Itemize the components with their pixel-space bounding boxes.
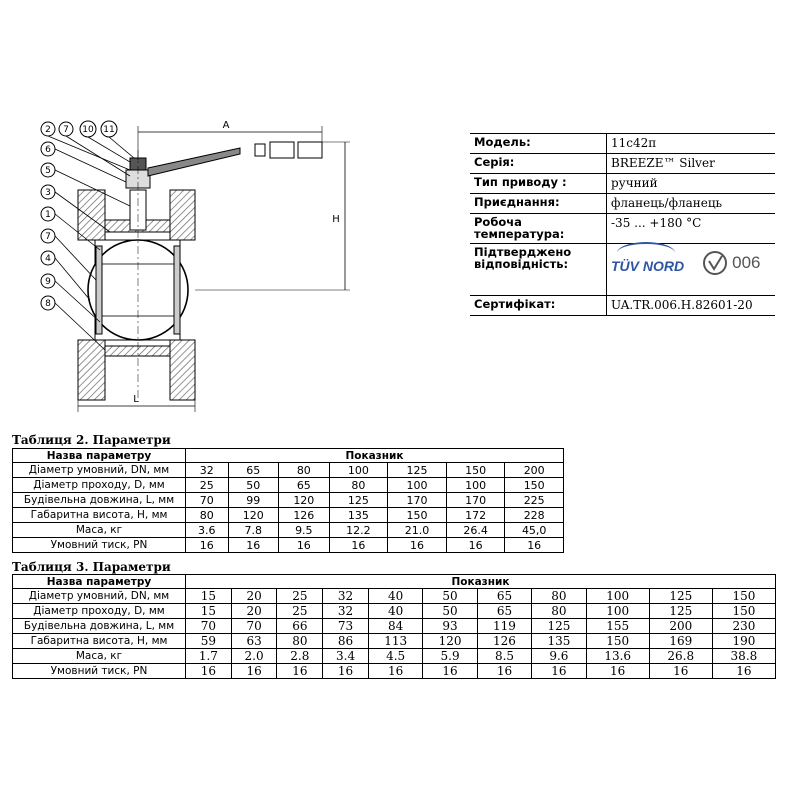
ua-mark-number: 006 <box>732 253 761 272</box>
param-value: 26.4 <box>446 523 505 538</box>
param-value: 155 <box>586 619 649 634</box>
param-value: 16 <box>649 664 712 679</box>
table-row <box>13 538 564 553</box>
param-value: 16 <box>231 664 277 679</box>
param-name: Будівельна довжина, L, мм <box>13 493 186 508</box>
param-value: 126 <box>477 634 531 649</box>
param-value: 32 <box>323 589 369 604</box>
param-name: Діаметр умовний, DN, мм <box>13 589 186 604</box>
param-value: 119 <box>477 619 531 634</box>
ua-mark-icon <box>702 250 728 276</box>
param-value: 8.5 <box>477 649 531 664</box>
callout-label: 6 <box>45 145 51 155</box>
param-value: 9.6 <box>532 649 586 664</box>
callout-label: 7 <box>63 125 69 135</box>
param-value: 9.5 <box>279 523 330 538</box>
param-name: Діаметр умовний, DN, мм <box>13 463 186 478</box>
param-value: 230 <box>712 619 775 634</box>
callout-label: 9 <box>45 277 51 287</box>
param-value: 65 <box>477 589 531 604</box>
spec-key: Тип приводу : <box>470 174 607 194</box>
param-value: 169 <box>649 634 712 649</box>
param-value: 86 <box>323 634 369 649</box>
param-value: 200 <box>649 619 712 634</box>
param-value: 65 <box>228 463 279 478</box>
tuv-nord-logo: TÜV NORD <box>611 252 684 274</box>
ua-conformity-mark <box>702 250 760 276</box>
dim-h-label: H <box>332 214 340 225</box>
param-value: 16 <box>586 664 649 679</box>
callout-label: 7 <box>45 232 51 242</box>
param-name: Маса, кг <box>13 523 186 538</box>
param-value: 125 <box>649 604 712 619</box>
param-value: 16 <box>277 664 323 679</box>
param-value: 16 <box>323 664 369 679</box>
spec-key: Модель: <box>470 134 607 154</box>
param-value: 45,0 <box>505 523 564 538</box>
param-value: 228 <box>505 508 564 523</box>
spec-row <box>470 296 775 316</box>
header-values: Показник <box>186 575 776 589</box>
param-value: 7.8 <box>228 523 279 538</box>
param-value: 100 <box>329 463 388 478</box>
param-value: 200 <box>505 463 564 478</box>
param-name: Діаметр проходу, D, мм <box>13 478 186 493</box>
param-value: 170 <box>446 493 505 508</box>
table3-caption: Таблиця 3. Параметри <box>12 560 171 574</box>
dim-l-label: L <box>133 394 139 405</box>
param-value: 170 <box>388 493 447 508</box>
callout-label: 11 <box>103 125 115 135</box>
param-value: 80 <box>279 463 330 478</box>
header-values: Показник <box>186 449 564 463</box>
header-name: Назва параметру <box>13 449 186 463</box>
param-value: 25 <box>186 478 229 493</box>
param-value: 50 <box>228 478 279 493</box>
param-value: 2.0 <box>231 649 277 664</box>
param-value: 135 <box>532 634 586 649</box>
param-value: 16 <box>279 538 330 553</box>
param-value: 16 <box>532 664 586 679</box>
spec-row <box>470 134 775 154</box>
table-row <box>13 634 776 649</box>
param-value: 80 <box>186 508 229 523</box>
callout-label: 1 <box>45 210 51 220</box>
spec-table <box>470 133 775 316</box>
param-value: 70 <box>231 619 277 634</box>
table-row <box>13 463 564 478</box>
param-value: 150 <box>446 463 505 478</box>
table-row <box>13 664 776 679</box>
param-value: 16 <box>505 538 564 553</box>
param-value: 25 <box>277 604 323 619</box>
param-value: 126 <box>279 508 330 523</box>
param-value: 120 <box>423 634 477 649</box>
param-value: 50 <box>423 604 477 619</box>
param-value: 125 <box>649 589 712 604</box>
param-value: 16 <box>477 664 531 679</box>
param-value: 16 <box>423 664 477 679</box>
param-value: 225 <box>505 493 564 508</box>
table-row <box>13 619 776 634</box>
spec-value: -35 ... +180 °С <box>607 214 776 244</box>
param-value: 172 <box>446 508 505 523</box>
param-value: 120 <box>279 493 330 508</box>
param-value: 100 <box>446 478 505 493</box>
param-value: 125 <box>532 619 586 634</box>
param-value: 26.8 <box>649 649 712 664</box>
param-value: 1.7 <box>186 649 232 664</box>
param-value: 20 <box>231 604 277 619</box>
cert-logos <box>607 244 776 296</box>
param-value: 65 <box>279 478 330 493</box>
param-value: 70 <box>186 619 232 634</box>
param-value: 65 <box>477 604 531 619</box>
param-value: 80 <box>532 589 586 604</box>
callout-label: 10 <box>82 125 94 135</box>
param-value: 150 <box>712 604 775 619</box>
spec-value: ручний <box>607 174 776 194</box>
param-value: 125 <box>388 463 447 478</box>
param-value: 4.5 <box>368 649 422 664</box>
param-value: 32 <box>186 463 229 478</box>
param-value: 25 <box>277 589 323 604</box>
param-value: 3.4 <box>323 649 369 664</box>
param-value: 13.6 <box>586 649 649 664</box>
param-value: 150 <box>586 634 649 649</box>
table2 <box>12 448 564 553</box>
table-row <box>13 508 564 523</box>
param-value: 66 <box>277 619 323 634</box>
table3 <box>12 574 776 679</box>
param-name: Маса, кг <box>13 649 186 664</box>
table-header-row <box>13 449 564 463</box>
param-value: 15 <box>186 589 232 604</box>
param-value: 125 <box>329 493 388 508</box>
param-value: 63 <box>231 634 277 649</box>
param-value: 20 <box>231 589 277 604</box>
spec-value: фланець/фланець <box>607 194 776 214</box>
spec-value: 11с42п <box>607 134 776 154</box>
param-value: 5.9 <box>423 649 477 664</box>
valve-drawing <box>30 110 360 420</box>
param-value: 40 <box>368 604 422 619</box>
param-value: 16 <box>186 664 232 679</box>
spec-row <box>470 154 775 174</box>
callout-label: 2 <box>45 125 51 135</box>
param-name: Умовний тиск, PN <box>13 538 186 553</box>
param-value: 84 <box>368 619 422 634</box>
param-value: 100 <box>586 604 649 619</box>
param-name: Умовний тиск, PN <box>13 664 186 679</box>
param-value: 150 <box>505 478 564 493</box>
param-value: 80 <box>329 478 388 493</box>
spec-key: Робоча температура: <box>470 214 607 244</box>
header-name: Назва параметру <box>13 575 186 589</box>
callout-label: 3 <box>45 188 51 198</box>
table2-caption: Таблиця 2. Параметри <box>12 433 171 447</box>
table-header-row <box>13 575 776 589</box>
param-value: 80 <box>277 634 323 649</box>
spec-row <box>470 174 775 194</box>
callout-label: 4 <box>45 254 51 264</box>
param-value: 70 <box>186 493 229 508</box>
param-value: 100 <box>586 589 649 604</box>
param-value: 21.0 <box>388 523 447 538</box>
spec-key: Приєднання: <box>470 194 607 214</box>
param-value: 73 <box>323 619 369 634</box>
param-value: 150 <box>712 589 775 604</box>
param-value: 80 <box>532 604 586 619</box>
spec-key: Серія: <box>470 154 607 174</box>
param-value: 2.8 <box>277 649 323 664</box>
table-row <box>13 649 776 664</box>
spec-row <box>470 214 775 244</box>
param-name: Діаметр проходу, D, мм <box>13 604 186 619</box>
param-value: 16 <box>228 538 279 553</box>
spec-row-cert <box>470 244 775 296</box>
table-row <box>13 604 776 619</box>
param-value: 99 <box>228 493 279 508</box>
param-value: 16 <box>368 664 422 679</box>
param-value: 120 <box>228 508 279 523</box>
table-row <box>13 589 776 604</box>
param-value: 150 <box>388 508 447 523</box>
param-value: 3.6 <box>186 523 229 538</box>
param-value: 32 <box>323 604 369 619</box>
spec-key: Підтверджено відповідність: <box>470 244 607 296</box>
spec-key: Сертифікат: <box>470 296 607 316</box>
param-name: Будівельна довжина, L, мм <box>13 619 186 634</box>
param-value: 16 <box>712 664 775 679</box>
table-row <box>13 478 564 493</box>
param-value: 59 <box>186 634 232 649</box>
param-value: 16 <box>186 538 229 553</box>
param-value: 50 <box>423 589 477 604</box>
param-value: 16 <box>446 538 505 553</box>
spec-value: UA.TR.006.H.82601-20 <box>607 296 776 316</box>
param-value: 38.8 <box>712 649 775 664</box>
callout-label: 8 <box>45 299 51 309</box>
callout-label: 5 <box>45 166 51 176</box>
param-value: 93 <box>423 619 477 634</box>
spec-value: BREEZE™ Silver <box>607 154 776 174</box>
param-value: 12.2 <box>329 523 388 538</box>
param-value: 190 <box>712 634 775 649</box>
param-value: 135 <box>329 508 388 523</box>
param-value: 40 <box>368 589 422 604</box>
param-value: 100 <box>388 478 447 493</box>
param-value: 16 <box>388 538 447 553</box>
dim-a-label: A <box>222 120 230 131</box>
param-name: Габаритна висота, H, мм <box>13 634 186 649</box>
table-row <box>13 493 564 508</box>
param-value: 16 <box>329 538 388 553</box>
param-value: 15 <box>186 604 232 619</box>
table-row <box>13 523 564 538</box>
param-name: Габаритна висота, H, мм <box>13 508 186 523</box>
param-value: 113 <box>368 634 422 649</box>
spec-row <box>470 194 775 214</box>
